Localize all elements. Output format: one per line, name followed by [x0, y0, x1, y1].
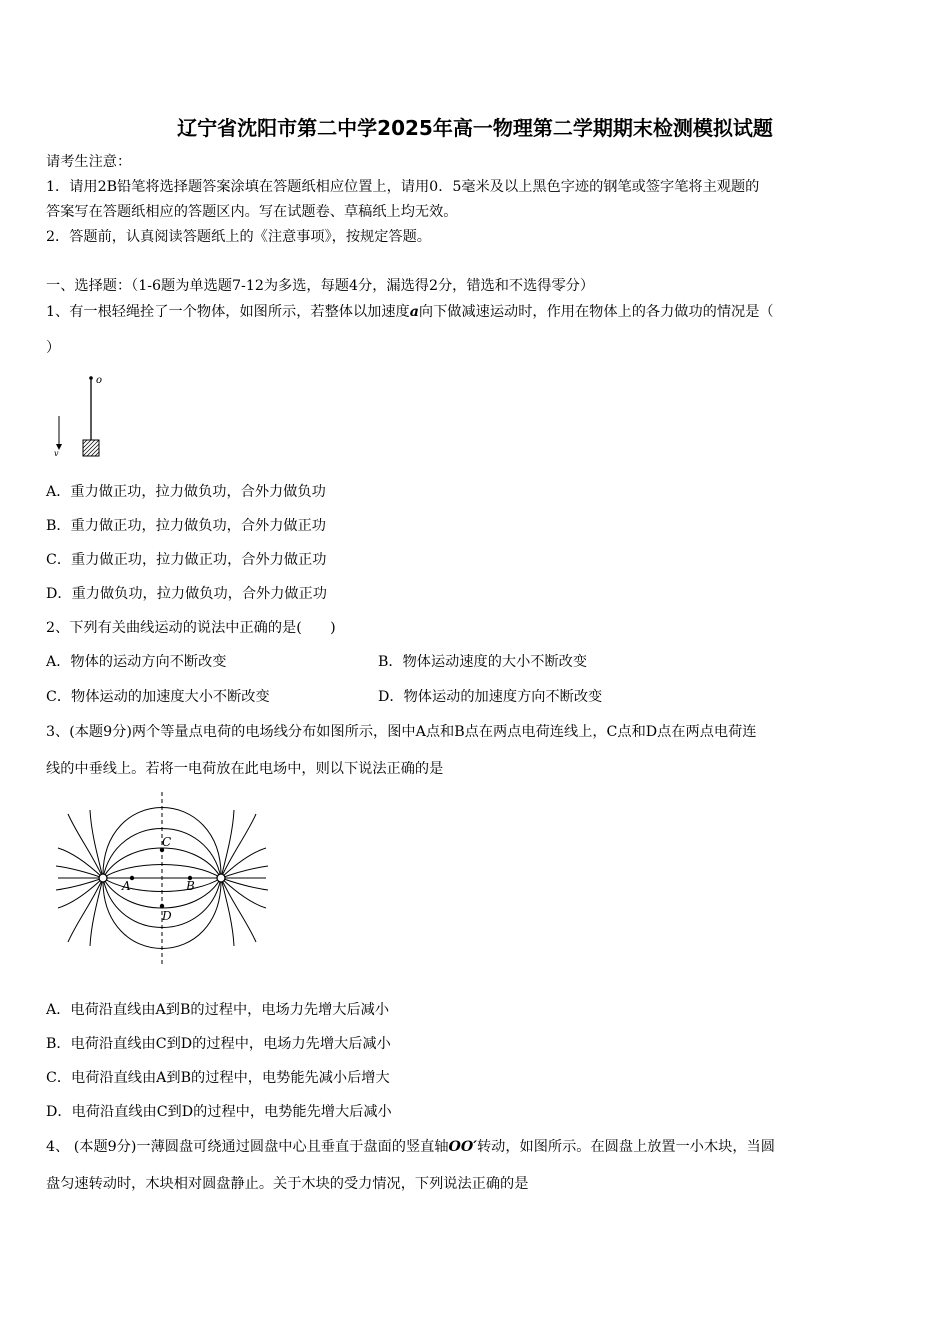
velocity-label: v [54, 449, 59, 458]
q1-stem-variable: a [409, 304, 419, 320]
q3-option-b: B．电荷沿直线由C到D的过程中，电场力先增大后减小 [46, 1036, 391, 1052]
q2-option-b: B．物体运动速度的大小不断改变 [378, 654, 588, 670]
q1-option-b: B．重力做正功，拉力做负功，合外力做正功 [46, 518, 326, 534]
notice-item-1-line-1: 1．请用2B铅笔将选择题答案涂填在答题纸相应位置上，请用0．5毫米及以上黑色字迹的钢笔或签字笔将主观题的 [46, 179, 760, 195]
section-heading: 一、选择题：（1-6题为单选题7-12为多选，每题4分，漏选得2分，错选和不选得零分） [46, 278, 595, 294]
q2-stem: 2、下列有关曲线运动的说法中正确的是( ) [46, 620, 336, 636]
left-charge [99, 874, 107, 882]
pivot-point [89, 376, 93, 380]
q1-figure [46, 372, 116, 462]
q4-stem-line-1 [46, 1137, 775, 1157]
q3-option-d: D．电荷沿直线由C到D的过程中，电势能先增大后减小 [46, 1104, 392, 1120]
q1-stem-text-b: 向下做减速运动时，作用在物体上的各力做功的情况是（ [418, 304, 774, 320]
q1-stem-line-1 [46, 302, 774, 322]
label-a: A [122, 879, 131, 893]
pivot-label: o [96, 375, 103, 386]
q3-option-a: A．电荷沿直线由A到B的过程中，电场力先增大后减小 [46, 1002, 390, 1018]
q4-axis-label: OO′ [448, 1139, 477, 1155]
q4-stem-text-b: 转动，如图所示。在圆盘上放置一小木块，当圆 [476, 1139, 775, 1155]
q2-option-a: A．物体的运动方向不断改变 [46, 654, 227, 670]
q1-option-d: D．重力做负功，拉力做负功，合外力做正功 [46, 586, 327, 602]
right-charge [217, 874, 225, 882]
q3-stem-line-2: 线的中垂线上。若将一电荷放在此电场中，则以下说法正确的是 [46, 761, 444, 777]
label-d: D [162, 909, 172, 923]
q1-stem-line-2: ） [46, 340, 61, 356]
q4-stem-text-a: 4、 (本题9分)一薄圆盘可绕通过圆盘中心且垂直于盘面的竖直轴 [46, 1139, 449, 1155]
page-title: 辽宁省沈阳市第二中学2025年高一物理第二学期期末检测模拟试题 [177, 116, 773, 140]
q4-stem-line-2: 盘匀速转动时，木块相对圆盘静止。关于木块的受力情况，下列说法正确的是 [46, 1176, 529, 1192]
q1-option-a: A．重力做正功，拉力做负功，合外力做负功 [46, 484, 326, 500]
q1-option-c: C．重力做正功，拉力做正功，合外力做正功 [46, 552, 327, 568]
notice-item-1-line-2: 答案写在答题纸相应的答题区内。写在试题卷、草稿纸上均无效。 [46, 204, 458, 220]
q2-option-d: D．物体运动的加速度方向不断改变 [378, 689, 603, 705]
q3-option-c: C．电荷沿直线由A到B的过程中，电势能先减小后增大 [46, 1070, 390, 1086]
q2-option-c: C．物体运动的加速度大小不断改变 [46, 689, 270, 705]
label-b: B [186, 879, 195, 893]
q3-stem-line-1: 3、(本题9分)两个等量点电荷的电场线分布如图所示，图中A点和B点在两点电荷连线上，C点和D点在两点电荷连 [46, 724, 757, 740]
point-d [160, 904, 164, 908]
notice-heading: 请考生注意： [46, 154, 132, 170]
q1-stem-text-a: 1、有一根轻绳拴了一个物体，如图所示，若整体以加速度 [46, 304, 410, 320]
notice-item-2: 2．答题前，认真阅读答题纸上的《注意事项》，按规定答题。 [46, 229, 431, 245]
q3-field-lines-figure [46, 790, 276, 970]
label-c: C [162, 835, 172, 849]
